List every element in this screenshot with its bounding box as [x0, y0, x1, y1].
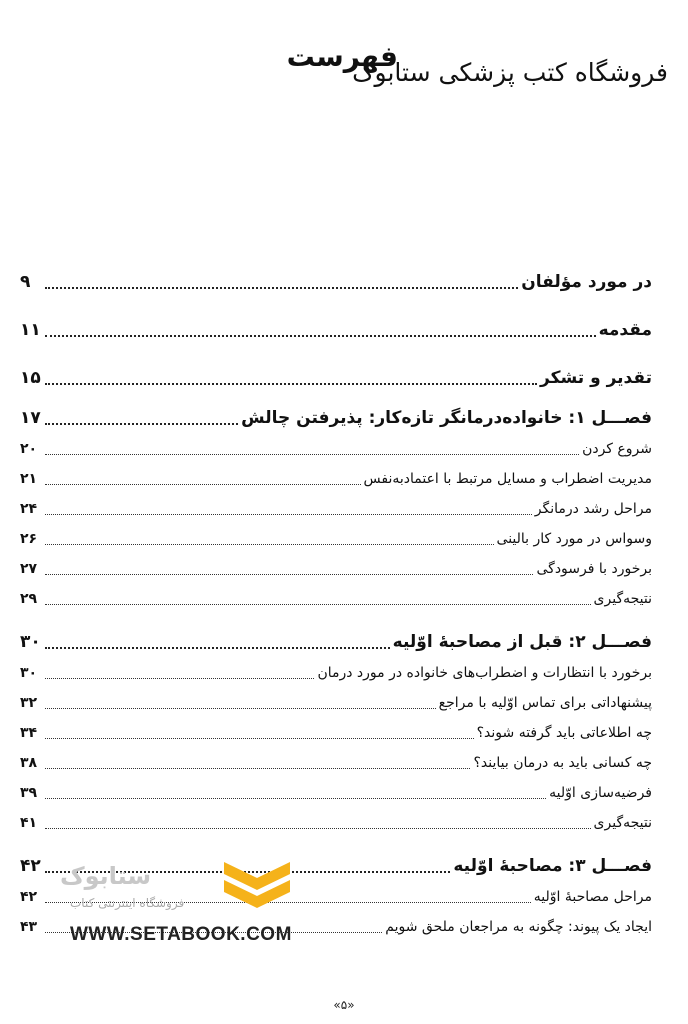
toc-entry-page: ۱۵ [20, 368, 41, 388]
dot-leader [45, 421, 238, 425]
section-title: نتیجه‌گیری [593, 815, 652, 831]
toc-entry-page: ۱۱ [20, 320, 41, 340]
toc-entry[interactable] [20, 306, 652, 354]
chapter-page: ۴۲ [20, 856, 41, 876]
page-number: «۵» [333, 998, 355, 1012]
section-title: چه اطلاعاتی باید گرفته شوند؟ [476, 725, 652, 741]
dot-leader [45, 796, 546, 799]
toc-entry[interactable] [20, 354, 652, 402]
toc-section[interactable] [20, 808, 652, 838]
section-page: ۲۱ [20, 471, 38, 487]
section-title: مدیریت اضطراب و مسایل مرتبط با اعتمادبه‌نفس [363, 471, 652, 487]
section-page: ۲۹ [20, 591, 38, 607]
section-page: ۳۸ [20, 755, 38, 771]
section-title: برخورد با انتظارات و اضطراب‌های خانواده در مورد درمان [317, 665, 652, 681]
toc-section[interactable] [20, 434, 652, 464]
dot-leader [45, 602, 591, 605]
section-page: ۲۴ [20, 501, 38, 517]
table-of-contents [20, 258, 652, 942]
toc-chapter-2[interactable] [20, 626, 652, 658]
toc-section[interactable] [20, 584, 652, 614]
section-title: برخورد با فرسودگی [536, 561, 652, 577]
toc-section[interactable] [20, 778, 652, 808]
page-title: فهرست [286, 40, 398, 73]
dot-leader [45, 482, 361, 485]
chapter-page: ۱۷ [20, 408, 41, 428]
dot-leader [45, 826, 591, 829]
dot-leader [45, 572, 533, 575]
dot-leader [45, 333, 596, 337]
section-page: ۳۲ [20, 695, 38, 711]
section-title: مراحل رشد درمانگر [534, 501, 652, 517]
section-title: فرضیه‌سازی اوّلیه [549, 785, 652, 801]
section-title: مراحل مصاحبهٔ اوّلیه [533, 889, 652, 905]
watermark-url: WWW.SETABOOK.COM [70, 924, 292, 945]
toc-entry[interactable] [20, 258, 652, 306]
chapter-page: ۳۰ [20, 632, 41, 652]
section-page: ۴۳ [20, 919, 38, 935]
section-title: نتیجه‌گیری [593, 591, 652, 607]
toc-section[interactable] [20, 554, 652, 584]
toc-entry-title: مقدمه [598, 320, 652, 340]
section-page: ۲۷ [20, 561, 38, 577]
watermark-brand: ستابوک [60, 862, 152, 890]
dot-leader [45, 676, 314, 679]
dot-leader [45, 645, 390, 649]
section-page: ۲۰ [20, 441, 38, 457]
section-title: پیشنهاداتی برای تماس اوّلیه با مراجع [438, 695, 652, 711]
book-logo-icon [220, 854, 294, 912]
toc-section[interactable] [20, 494, 652, 524]
section-page: ۳۰ [20, 665, 38, 681]
section-title: شروع کردن [582, 441, 652, 457]
section-page: ۳۹ [20, 785, 38, 801]
store-name: فروشگاه کتب پزشکی ستابوک [352, 58, 668, 87]
section-page: ۳۴ [20, 725, 38, 741]
section-title: وسواس در مورد کار بالینی [496, 531, 652, 547]
setabook-watermark [40, 854, 300, 954]
section-page: ۴۲ [20, 889, 38, 905]
section-page: ۲۶ [20, 531, 38, 547]
dot-leader [45, 381, 537, 385]
toc-entry-page: ۹ [20, 272, 31, 292]
dot-leader [45, 706, 436, 709]
chapter-title: فصـــل ۲: قبل از مصاحبهٔ اوّلیه [392, 632, 652, 652]
dot-leader [45, 285, 518, 289]
section-title: چه کسانی باید به درمان بیایند؟ [473, 755, 652, 771]
dot-leader [45, 766, 470, 769]
toc-section[interactable] [20, 464, 652, 494]
toc-section[interactable] [20, 748, 652, 778]
toc-section[interactable] [20, 718, 652, 748]
chapter-title: فصـــل ۱: خانواده‌درمانگر تازه‌کار: پذیرفتن چالش [241, 408, 652, 428]
toc-chapter-1[interactable] [20, 402, 652, 434]
section-page: ۴۱ [20, 815, 38, 831]
watermark-subtitle: فروشگاه اینترنتی کتاب [70, 896, 185, 910]
chapter-title: فصـــل ۳: مصاحبهٔ اوّلیه [453, 856, 652, 876]
dot-leader [45, 452, 579, 455]
dot-leader [45, 512, 532, 515]
dot-leader [45, 542, 494, 545]
page-header [0, 40, 688, 110]
dot-leader [45, 736, 474, 739]
toc-section[interactable] [20, 688, 652, 718]
toc-section[interactable] [20, 524, 652, 554]
toc-entry-title: تقدیر و تشکر [540, 368, 652, 388]
section-title: ایجاد یک پیوند: چگونه به مراجعان ملحق شویم [385, 919, 652, 935]
toc-section[interactable] [20, 658, 652, 688]
toc-entry-title: در مورد مؤلفان [521, 272, 652, 292]
